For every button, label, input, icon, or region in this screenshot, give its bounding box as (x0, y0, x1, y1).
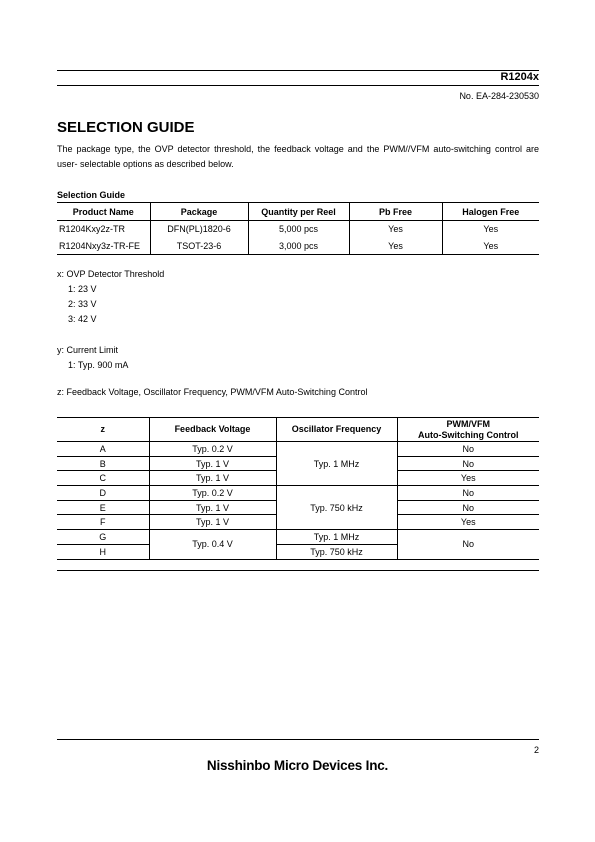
x-options (57, 267, 164, 327)
feedback-voltage-cell: Typ. 1 V (149, 515, 276, 530)
z-cell: E (57, 500, 149, 515)
product-name-cell: R1204Kxy2z-TR (59, 224, 126, 235)
col-pwm-vfm-line1: PWM/VFM (446, 418, 490, 429)
y-options-title: y: Current Limit (57, 345, 119, 355)
section-end-rule (57, 570, 539, 571)
oscillator-frequency-cell: Typ. 750 kHz (276, 486, 397, 530)
feedback-voltage-cell: Typ. 0.2 V (149, 442, 276, 457)
z-options-title: z: Feedback Voltage, Oscillator Frequency, PWM/VFM Auto-Switching Control (57, 387, 368, 397)
company-name: Nisshinbo Micro Devices Inc. (206, 758, 389, 773)
y-option-item: 1: Typ. 900 mA (68, 360, 129, 370)
halogen-free-cell: Yes (442, 221, 539, 238)
table-row (57, 530, 539, 545)
section-title: SELECTION GUIDE (57, 119, 195, 136)
header-rule (57, 70, 539, 71)
y-options (57, 343, 128, 373)
pwm-vfm-cell: No (397, 486, 539, 501)
pwm-vfm-cell: No (397, 456, 539, 471)
feedback-voltage-cell: Typ. 1 V (149, 500, 276, 515)
pb-free-cell: Yes (349, 238, 442, 255)
col-halogen-free: Halogen Free (442, 203, 539, 221)
pwm-vfm-cell: No (397, 500, 539, 515)
x-option-item: 1: 23 V (68, 284, 97, 294)
col-quantity-per-reel: Quantity per Reel (248, 203, 349, 221)
feedback-voltage-cell: Typ. 0.2 V (149, 486, 276, 501)
part-number: R1204x (500, 71, 539, 83)
oscillator-frequency-cell: Typ. 750 kHz (276, 544, 397, 559)
z-cell: B (57, 456, 149, 471)
table-row (57, 486, 539, 501)
pb-free-cell: Yes (349, 221, 442, 238)
col-pwm-vfm-line2: Auto-Switching Control (418, 429, 519, 440)
z-cell: G (57, 530, 149, 545)
z-cell: C (57, 471, 149, 486)
pwm-vfm-cell: Yes (397, 471, 539, 486)
selection-guide-caption: Selection Guide (57, 190, 126, 200)
table-row (57, 238, 539, 255)
feedback-voltage-cell: Typ. 1 V (149, 471, 276, 486)
z-cell: H (57, 544, 149, 559)
col-product-name: Product Name (57, 203, 150, 221)
table-row (57, 221, 539, 238)
header-rule-lower (57, 85, 539, 86)
z-cell: F (57, 515, 149, 530)
selection-guide-table (57, 202, 539, 255)
page-number: 2 (533, 745, 539, 755)
halogen-free-cell: Yes (442, 238, 539, 255)
z-options-table (57, 417, 539, 560)
x-option-item: 3: 42 V (68, 314, 97, 324)
z-cell: A (57, 442, 149, 457)
product-name-cell: R1204Nxy3z-TR-FE (57, 238, 150, 255)
package-cell: DFN(PL)1820-6 (150, 221, 248, 238)
feedback-voltage-cell: Typ. 1 V (149, 456, 276, 471)
document-number: No. EA-284-230530 (459, 91, 539, 101)
col-feedback-voltage: Feedback Voltage (149, 418, 276, 442)
oscillator-frequency-cell: Typ. 1 MHz (276, 442, 397, 486)
col-package: Package (150, 203, 248, 221)
package-cell: TSOT-23-6 (150, 238, 248, 255)
oscillator-frequency-cell: Typ. 1 MHz (276, 530, 397, 545)
quantity-cell: 5,000 pcs (248, 221, 349, 238)
footer-rule (57, 739, 539, 740)
pwm-vfm-cell: Yes (397, 515, 539, 530)
feedback-voltage-cell: Typ. 0.4 V (149, 530, 276, 559)
pwm-vfm-cell: No (397, 442, 539, 457)
pwm-vfm-cell: No (397, 530, 539, 559)
col-pwm-vfm (397, 418, 539, 442)
table-header-row (57, 203, 539, 221)
col-pb-free: Pb Free (349, 203, 442, 221)
col-z: z (57, 418, 149, 442)
x-option-item: 2: 33 V (68, 299, 97, 309)
quantity-cell: 3,000 pcs (248, 238, 349, 255)
table-header-row (57, 418, 539, 442)
table-row (57, 442, 539, 457)
x-options-title: x: OVP Detector Threshold (57, 269, 165, 279)
intro-paragraph: The package type, the OVP detector threshold, the feedback voltage and the PWM//VFM auto-switching control are user- selectable options as described below. (57, 144, 539, 169)
col-oscillator-frequency: Oscillator Frequency (276, 418, 397, 442)
z-cell: D (57, 486, 149, 501)
